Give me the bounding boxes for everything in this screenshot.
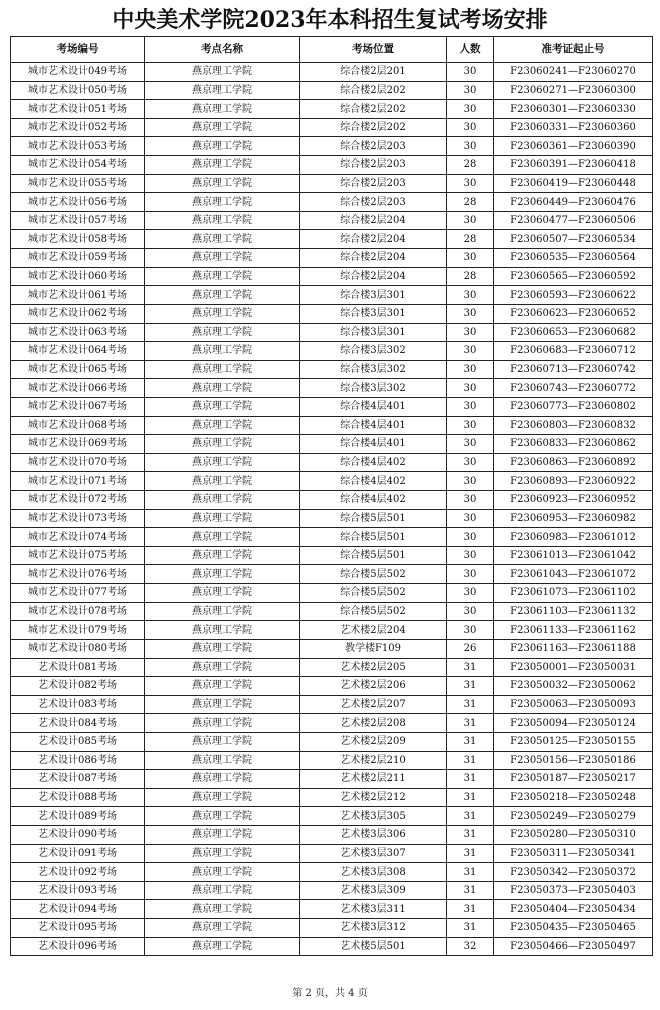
ticket-range-cell: F23050063—F23050093 (494, 695, 653, 714)
headcount-cell: 30 (447, 323, 494, 342)
room-number-cell: 城市艺术设计059考场 (11, 249, 145, 268)
room-number-cell: 艺术设计095考场 (11, 919, 145, 938)
headcount-cell: 31 (447, 844, 494, 863)
table-row (11, 658, 653, 677)
room-location-cell: 综合楼4层402 (300, 453, 447, 472)
room-number-cell: 城市艺术设计051考场 (11, 100, 145, 119)
headcount-cell: 30 (447, 546, 494, 565)
site-name-cell: 燕京理工学院 (145, 81, 300, 100)
site-name-cell: 燕京理工学院 (145, 770, 300, 789)
site-name-cell: 燕京理工学院 (145, 156, 300, 175)
headcount-cell: 30 (447, 621, 494, 640)
room-location-cell: 综合楼2层202 (300, 81, 447, 100)
ticket-range-cell: F23061163—F23061188 (494, 639, 653, 658)
page-title: 中央美术学院2023年本科招生复试考场安排 (112, 7, 548, 33)
headcount-cell: 30 (447, 584, 494, 603)
room-location-cell: 艺术楼3层305 (300, 807, 447, 826)
site-name-cell: 燕京理工学院 (145, 416, 300, 435)
room-number-cell: 城市艺术设计063考场 (11, 323, 145, 342)
table-row (11, 286, 653, 305)
room-number-cell: 城市艺术设计071考场 (11, 472, 145, 491)
ticket-range-cell: F23060593—F23060622 (494, 286, 653, 305)
headcount-cell: 28 (447, 267, 494, 286)
headcount-cell: 30 (447, 342, 494, 361)
column-header-headcount: 人数 (447, 37, 494, 63)
headcount-cell: 30 (447, 174, 494, 193)
room-number-cell: 城市艺术设计064考场 (11, 342, 145, 361)
site-name-cell: 燕京理工学院 (145, 546, 300, 565)
site-name-cell: 燕京理工学院 (145, 658, 300, 677)
headcount-cell: 31 (447, 714, 494, 733)
headcount-cell: 30 (447, 249, 494, 268)
headcount-cell: 31 (447, 695, 494, 714)
site-name-cell: 燕京理工学院 (145, 844, 300, 863)
site-name-cell: 燕京理工学院 (145, 304, 300, 323)
table-row (11, 118, 653, 137)
site-name-cell: 燕京理工学院 (145, 695, 300, 714)
headcount-cell: 28 (447, 156, 494, 175)
room-location-cell: 综合楼2层204 (300, 211, 447, 230)
room-location-cell: 综合楼5层501 (300, 509, 447, 528)
table-row (11, 937, 653, 956)
room-location-cell: 艺术楼2层212 (300, 788, 447, 807)
headcount-cell: 30 (447, 509, 494, 528)
table-row (11, 211, 653, 230)
column-header-ticket-range: 准考证起止号 (494, 37, 653, 63)
ticket-range-cell: F23060361—F23060390 (494, 137, 653, 156)
table-row (11, 491, 653, 510)
headcount-cell: 30 (447, 118, 494, 137)
exam-room-table (10, 36, 653, 956)
ticket-range-cell: F23061043—F23061072 (494, 565, 653, 584)
room-number-cell: 艺术设计085考场 (11, 732, 145, 751)
ticket-range-cell: F23050249—F23050279 (494, 807, 653, 826)
room-number-cell: 城市艺术设计052考场 (11, 118, 145, 137)
room-number-cell: 艺术设计088考场 (11, 788, 145, 807)
room-location-cell: 综合楼2层203 (300, 193, 447, 212)
room-location-cell: 综合楼3层302 (300, 360, 447, 379)
room-location-cell: 综合楼3层301 (300, 323, 447, 342)
room-location-cell: 艺术楼2层208 (300, 714, 447, 733)
table-row (11, 751, 653, 770)
site-name-cell: 燕京理工学院 (145, 360, 300, 379)
ticket-range-cell: F23060923—F23060952 (494, 491, 653, 510)
table-row (11, 137, 653, 156)
room-number-cell: 城市艺术设计067考场 (11, 397, 145, 416)
headcount-cell: 31 (447, 825, 494, 844)
headcount-cell: 28 (447, 230, 494, 249)
room-number-cell: 艺术设计093考场 (11, 881, 145, 900)
room-location-cell: 艺术楼3层309 (300, 881, 447, 900)
room-location-cell: 综合楼3层301 (300, 304, 447, 323)
room-number-cell: 城市艺术设计065考场 (11, 360, 145, 379)
table-row (11, 156, 653, 175)
room-number-cell: 城市艺术设计080考场 (11, 639, 145, 658)
table-row (11, 342, 653, 361)
room-number-cell: 艺术设计082考场 (11, 677, 145, 696)
headcount-cell: 31 (447, 863, 494, 882)
room-number-cell: 艺术设计091考场 (11, 844, 145, 863)
room-location-cell: 综合楼2层201 (300, 63, 447, 82)
site-name-cell: 燕京理工学院 (145, 211, 300, 230)
ticket-range-cell: F23060863—F23060892 (494, 453, 653, 472)
site-name-cell: 燕京理工学院 (145, 639, 300, 658)
site-name-cell: 燕京理工学院 (145, 323, 300, 342)
table-row (11, 230, 653, 249)
headcount-cell: 30 (447, 397, 494, 416)
headcount-cell: 30 (447, 100, 494, 119)
ticket-range-cell: F23060331—F23060360 (494, 118, 653, 137)
ticket-range-cell: F23060683—F23060712 (494, 342, 653, 361)
headcount-cell: 30 (447, 81, 494, 100)
table-row (11, 81, 653, 100)
site-name-cell: 燕京理工学院 (145, 453, 300, 472)
table-row (11, 528, 653, 547)
ticket-range-cell: F23060653—F23060682 (494, 323, 653, 342)
site-name-cell: 燕京理工学院 (145, 509, 300, 528)
ticket-range-cell: F23050280—F23050310 (494, 825, 653, 844)
site-name-cell: 燕京理工学院 (145, 714, 300, 733)
table-row (11, 863, 653, 882)
room-number-cell: 城市艺术设计073考场 (11, 509, 145, 528)
room-number-cell: 城市艺术设计070考场 (11, 453, 145, 472)
site-name-cell: 燕京理工学院 (145, 342, 300, 361)
room-location-cell: 综合楼2层202 (300, 100, 447, 119)
room-location-cell: 综合楼2层203 (300, 174, 447, 193)
headcount-cell: 31 (447, 788, 494, 807)
table-header-row (11, 37, 653, 63)
room-location-cell: 综合楼5层501 (300, 546, 447, 565)
room-number-cell: 城市艺术设计050考场 (11, 81, 145, 100)
ticket-range-cell: F23060623—F23060652 (494, 304, 653, 323)
room-location-cell: 综合楼3层302 (300, 379, 447, 398)
site-name-cell: 燕京理工学院 (145, 565, 300, 584)
page-footer: 第 2 页，共 4 页 (292, 988, 368, 999)
site-name-cell: 燕京理工学院 (145, 900, 300, 919)
room-number-cell: 艺术设计081考场 (11, 658, 145, 677)
table-row (11, 174, 653, 193)
room-location-cell: 综合楼4层401 (300, 416, 447, 435)
table-row (11, 546, 653, 565)
headcount-cell: 30 (447, 435, 494, 454)
ticket-range-cell: F23050466—F23050497 (494, 937, 653, 956)
room-location-cell: 艺术楼5层501 (300, 937, 447, 956)
table-row (11, 416, 653, 435)
headcount-cell: 31 (447, 900, 494, 919)
ticket-range-cell: F23060507—F23060534 (494, 230, 653, 249)
headcount-cell: 31 (447, 732, 494, 751)
room-location-cell: 综合楼4层401 (300, 435, 447, 454)
table-row (11, 249, 653, 268)
table-row (11, 695, 653, 714)
ticket-range-cell: F23061013—F23061042 (494, 546, 653, 565)
site-name-cell: 燕京理工学院 (145, 825, 300, 844)
room-location-cell: 综合楼5层502 (300, 565, 447, 584)
room-location-cell: 艺术楼3层311 (300, 900, 447, 919)
table-row (11, 788, 653, 807)
room-number-cell: 城市艺术设计055考场 (11, 174, 145, 193)
room-number-cell: 艺术设计090考场 (11, 825, 145, 844)
site-name-cell: 燕京理工学院 (145, 863, 300, 882)
headcount-cell: 26 (447, 639, 494, 658)
room-location-cell: 艺术楼2层209 (300, 732, 447, 751)
table-row (11, 509, 653, 528)
table-row (11, 677, 653, 696)
table-row (11, 360, 653, 379)
ticket-range-cell: F23050187—F23050217 (494, 770, 653, 789)
room-location-cell: 艺术楼2层204 (300, 621, 447, 640)
ticket-range-cell: F23060893—F23060922 (494, 472, 653, 491)
room-location-cell: 综合楼4层402 (300, 491, 447, 510)
headcount-cell: 31 (447, 919, 494, 938)
site-name-cell: 燕京理工学院 (145, 267, 300, 286)
site-name-cell: 燕京理工学院 (145, 435, 300, 454)
ticket-range-cell: F23060743—F23060772 (494, 379, 653, 398)
room-location-cell: 艺术楼3层312 (300, 919, 447, 938)
room-number-cell: 城市艺术设计075考场 (11, 546, 145, 565)
ticket-range-cell: F23060565—F23060592 (494, 267, 653, 286)
room-number-cell: 艺术设计083考场 (11, 695, 145, 714)
site-name-cell: 燕京理工学院 (145, 528, 300, 547)
room-number-cell: 城市艺术设计069考场 (11, 435, 145, 454)
table-row (11, 379, 653, 398)
site-name-cell: 燕京理工学院 (145, 137, 300, 156)
ticket-range-cell: F23050435—F23050465 (494, 919, 653, 938)
headcount-cell: 31 (447, 658, 494, 677)
ticket-range-cell: F23060833—F23060862 (494, 435, 653, 454)
site-name-cell: 燕京理工学院 (145, 174, 300, 193)
room-location-cell: 综合楼4层401 (300, 397, 447, 416)
room-location-cell: 综合楼2层203 (300, 156, 447, 175)
room-location-cell: 综合楼3层301 (300, 286, 447, 305)
room-number-cell: 城市艺术设计072考场 (11, 491, 145, 510)
room-location-cell: 艺术楼2层207 (300, 695, 447, 714)
site-name-cell: 燕京理工学院 (145, 677, 300, 696)
ticket-range-cell: F23060391—F23060418 (494, 156, 653, 175)
table-row (11, 881, 653, 900)
ticket-range-cell: F23060713—F23060742 (494, 360, 653, 379)
room-location-cell: 艺术楼2层205 (300, 658, 447, 677)
ticket-range-cell: F23060803—F23060832 (494, 416, 653, 435)
room-number-cell: 城市艺术设计076考场 (11, 565, 145, 584)
room-number-cell: 城市艺术设计062考场 (11, 304, 145, 323)
table-row (11, 63, 653, 82)
site-name-cell: 燕京理工学院 (145, 751, 300, 770)
room-location-cell: 综合楼2层204 (300, 230, 447, 249)
room-location-cell: 艺术楼2层211 (300, 770, 447, 789)
room-number-cell: 艺术设计086考场 (11, 751, 145, 770)
table-row (11, 732, 653, 751)
ticket-range-cell: F23060301—F23060330 (494, 100, 653, 119)
room-location-cell: 艺术楼3层306 (300, 825, 447, 844)
room-location-cell: 综合楼2层204 (300, 249, 447, 268)
ticket-range-cell: F23060983—F23061012 (494, 528, 653, 547)
ticket-range-cell: F23050311—F23050341 (494, 844, 653, 863)
ticket-range-cell: F23060953—F23060982 (494, 509, 653, 528)
site-name-cell: 燕京理工学院 (145, 919, 300, 938)
room-number-cell: 城市艺术设计054考场 (11, 156, 145, 175)
ticket-range-cell: F23061073—F23061102 (494, 584, 653, 603)
headcount-cell: 30 (447, 472, 494, 491)
headcount-cell: 30 (447, 602, 494, 621)
site-name-cell: 燕京理工学院 (145, 100, 300, 119)
room-number-cell: 城市艺术设计056考场 (11, 193, 145, 212)
room-location-cell: 综合楼2层202 (300, 118, 447, 137)
headcount-cell: 32 (447, 937, 494, 956)
table-row (11, 472, 653, 491)
room-number-cell: 城市艺术设计074考场 (11, 528, 145, 547)
headcount-cell: 30 (447, 416, 494, 435)
ticket-range-cell: F23050342—F23050372 (494, 863, 653, 882)
ticket-range-cell: F23060773—F23060802 (494, 397, 653, 416)
table-row (11, 770, 653, 789)
table-row (11, 397, 653, 416)
table-row (11, 919, 653, 938)
room-number-cell: 城市艺术设计057考场 (11, 211, 145, 230)
ticket-range-cell: F23061103—F23061132 (494, 602, 653, 621)
ticket-range-cell: F23060271—F23060300 (494, 81, 653, 100)
site-name-cell: 燕京理工学院 (145, 193, 300, 212)
ticket-range-cell: F23060449—F23060476 (494, 193, 653, 212)
ticket-range-cell: F23050218—F23050248 (494, 788, 653, 807)
site-name-cell: 燕京理工学院 (145, 937, 300, 956)
column-header-site-name: 考点名称 (145, 37, 300, 63)
site-name-cell: 燕京理工学院 (145, 732, 300, 751)
table-row (11, 193, 653, 212)
room-location-cell: 综合楼3层302 (300, 342, 447, 361)
room-number-cell: 艺术设计089考场 (11, 807, 145, 826)
table-row (11, 435, 653, 454)
table-row (11, 602, 653, 621)
column-header-room-number: 考场编号 (11, 37, 145, 63)
room-number-cell: 城市艺术设计060考场 (11, 267, 145, 286)
site-name-cell: 燕京理工学院 (145, 249, 300, 268)
room-number-cell: 城市艺术设计058考场 (11, 230, 145, 249)
room-number-cell: 艺术设计084考场 (11, 714, 145, 733)
room-number-cell: 艺术设计092考场 (11, 863, 145, 882)
room-location-cell: 综合楼5层502 (300, 602, 447, 621)
room-location-cell: 艺术楼3层307 (300, 844, 447, 863)
headcount-cell: 28 (447, 193, 494, 212)
ticket-range-cell: F23050156—F23050186 (494, 751, 653, 770)
site-name-cell: 燕京理工学院 (145, 807, 300, 826)
room-number-cell: 城市艺术设计066考场 (11, 379, 145, 398)
ticket-range-cell: F23050125—F23050155 (494, 732, 653, 751)
table-row (11, 584, 653, 603)
room-location-cell: 艺术楼2层210 (300, 751, 447, 770)
site-name-cell: 燕京理工学院 (145, 397, 300, 416)
room-number-cell: 城市艺术设计053考场 (11, 137, 145, 156)
headcount-cell: 30 (447, 304, 494, 323)
room-location-cell: 综合楼2层203 (300, 137, 447, 156)
table-row (11, 807, 653, 826)
table-row (11, 825, 653, 844)
headcount-cell: 30 (447, 63, 494, 82)
room-location-cell: 综合楼4层402 (300, 472, 447, 491)
room-number-cell: 城市艺术设计077考场 (11, 584, 145, 603)
headcount-cell: 30 (447, 286, 494, 305)
site-name-cell: 燕京理工学院 (145, 788, 300, 807)
table-row (11, 267, 653, 286)
table-row (11, 621, 653, 640)
ticket-range-cell: F23061133—F23061162 (494, 621, 653, 640)
room-number-cell: 城市艺术设计061考场 (11, 286, 145, 305)
table-row (11, 323, 653, 342)
site-name-cell: 燕京理工学院 (145, 472, 300, 491)
room-location-cell: 艺术楼2层206 (300, 677, 447, 696)
headcount-cell: 31 (447, 807, 494, 826)
table-row (11, 900, 653, 919)
site-name-cell: 燕京理工学院 (145, 230, 300, 249)
site-name-cell: 燕京理工学院 (145, 621, 300, 640)
room-location-cell: 综合楼5层501 (300, 528, 447, 547)
site-name-cell: 燕京理工学院 (145, 602, 300, 621)
headcount-cell: 31 (447, 881, 494, 900)
room-number-cell: 艺术设计094考场 (11, 900, 145, 919)
headcount-cell: 31 (447, 677, 494, 696)
ticket-range-cell: F23060241—F23060270 (494, 63, 653, 82)
headcount-cell: 30 (447, 137, 494, 156)
table-row (11, 844, 653, 863)
site-name-cell: 燕京理工学院 (145, 118, 300, 137)
ticket-range-cell: F23050094—F23050124 (494, 714, 653, 733)
ticket-range-cell: F23060477—F23060506 (494, 211, 653, 230)
site-name-cell: 燕京理工学院 (145, 881, 300, 900)
headcount-cell: 30 (447, 565, 494, 584)
table-row (11, 100, 653, 119)
headcount-cell: 30 (447, 528, 494, 547)
site-name-cell: 燕京理工学院 (145, 584, 300, 603)
ticket-range-cell: F23050404—F23050434 (494, 900, 653, 919)
column-header-room-location: 考场位置 (300, 37, 447, 63)
room-location-cell: 综合楼5层502 (300, 584, 447, 603)
headcount-cell: 30 (447, 491, 494, 510)
table-row (11, 639, 653, 658)
headcount-cell: 30 (447, 453, 494, 472)
room-number-cell: 艺术设计087考场 (11, 770, 145, 789)
headcount-cell: 30 (447, 379, 494, 398)
headcount-cell: 31 (447, 751, 494, 770)
room-location-cell: 教学楼F109 (300, 639, 447, 658)
room-location-cell: 综合楼2层204 (300, 267, 447, 286)
ticket-range-cell: F23060419—F23060448 (494, 174, 653, 193)
ticket-range-cell: F23060535—F23060564 (494, 249, 653, 268)
site-name-cell: 燕京理工学院 (145, 63, 300, 82)
room-number-cell: 城市艺术设计068考场 (11, 416, 145, 435)
site-name-cell: 燕京理工学院 (145, 286, 300, 305)
ticket-range-cell: F23050001—F23050031 (494, 658, 653, 677)
ticket-range-cell: F23050373—F23050403 (494, 881, 653, 900)
room-number-cell: 城市艺术设计079考场 (11, 621, 145, 640)
table-row (11, 453, 653, 472)
table-row (11, 565, 653, 584)
room-number-cell: 艺术设计096考场 (11, 937, 145, 956)
room-location-cell: 艺术楼3层308 (300, 863, 447, 882)
site-name-cell: 燕京理工学院 (145, 379, 300, 398)
table-row (11, 714, 653, 733)
site-name-cell: 燕京理工学院 (145, 491, 300, 510)
headcount-cell: 31 (447, 770, 494, 789)
headcount-cell: 30 (447, 211, 494, 230)
ticket-range-cell: F23050032—F23050062 (494, 677, 653, 696)
table-row (11, 304, 653, 323)
room-number-cell: 城市艺术设计078考场 (11, 602, 145, 621)
room-number-cell: 城市艺术设计049考场 (11, 63, 145, 82)
headcount-cell: 30 (447, 360, 494, 379)
table-body (11, 63, 653, 956)
